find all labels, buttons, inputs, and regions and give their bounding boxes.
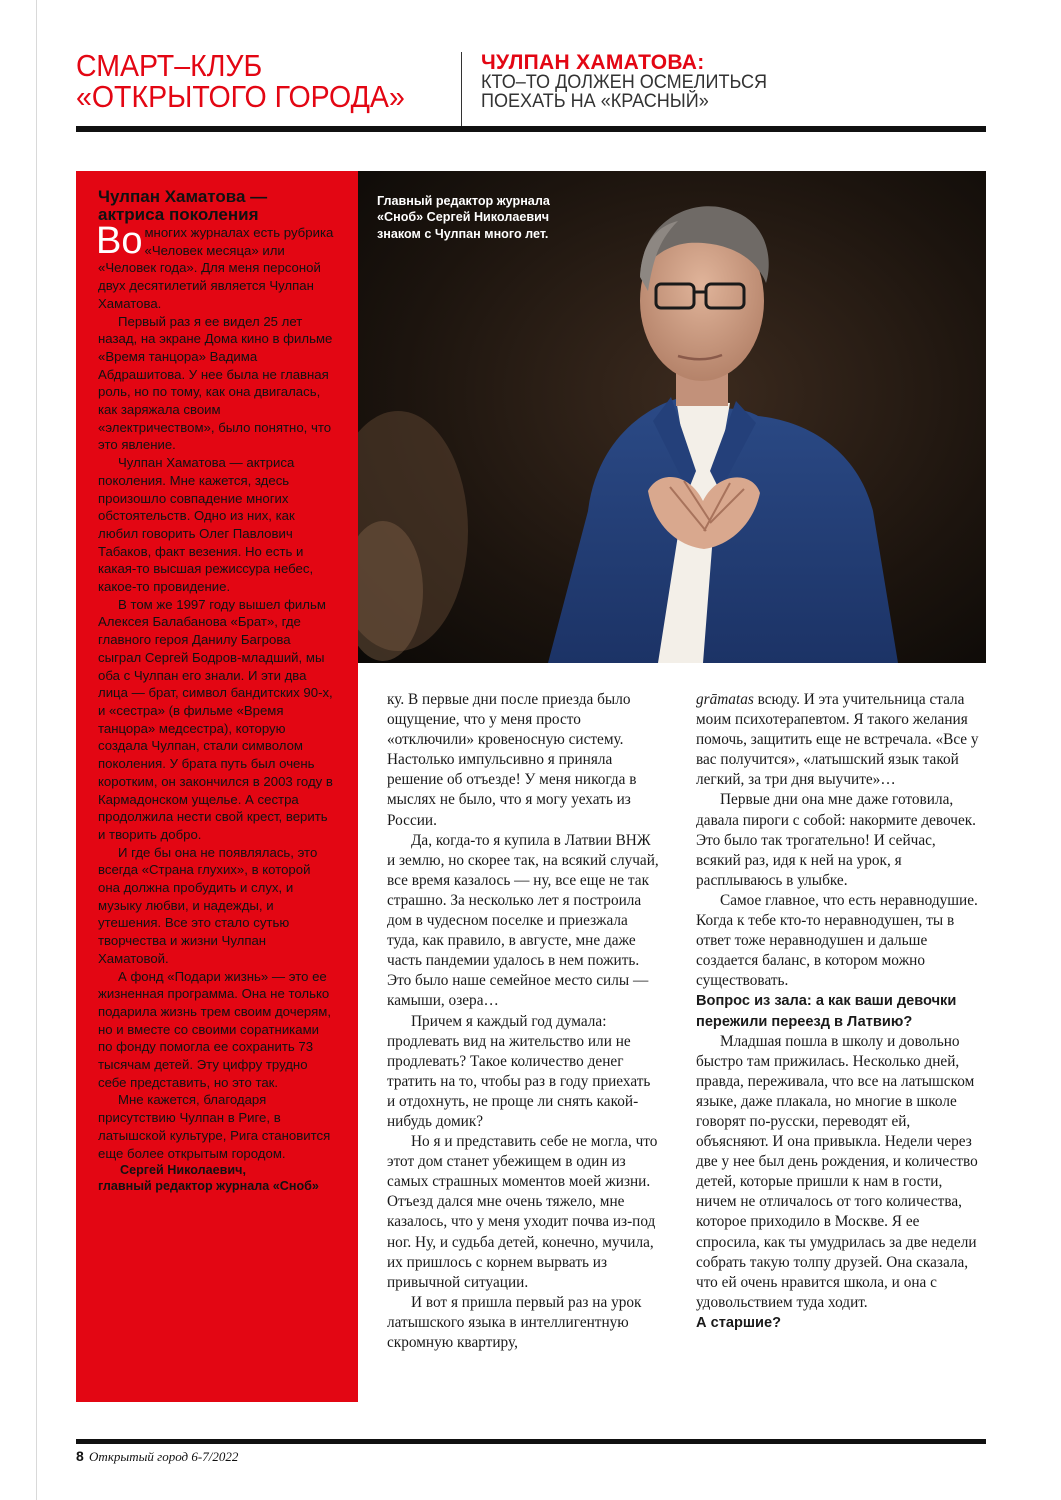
issue-number: 6-7/2022 xyxy=(191,1449,239,1464)
header-divider xyxy=(461,52,462,126)
sidebar-title-line-1: Чулпан Хаматова — xyxy=(98,187,268,206)
sidebar-text xyxy=(96,220,336,1162)
sidebar-paragraph: Мне кажется, благодаря присутствию Чулпан в Риге, в латышской культуре, Рига становится еще более открытым городом. xyxy=(98,1092,331,1161)
audience-question: Вопрос из зала: а как ваши девочки пережили переезд в Латвию? xyxy=(696,993,957,1030)
article-headline xyxy=(481,52,981,111)
article-paragraph: Но я и представить себе не могла, что этот дом станет убежищем в один из самых страшных моментов моей жизни. Отъезд дался мне очень тяжело, мне казалось, что у меня уходит почва из-под ног. Ну, и судьба детей, конечно, мучила, их пришлось с корнем вырвать из привычной ситуации. xyxy=(387,1133,658,1291)
article-paragraph: Самое главное, что есть неравнодушие. Когда к тебе кто-то неравнодушен, ты в ответ тоже неравнодушен и дальше создается баланс, в котором можно существовать. xyxy=(696,891,978,990)
sidebar-paragraph: И где бы она не появлялась, это всегда «Страна глухих», в которой она должна пробудить и слух, и музыку любви, и надежды, и утешения. Все это стало сутью творчества и жизни Чулпан Хаматовой. xyxy=(98,844,318,966)
article-paragraph: Младшая пошла в школу и довольно быстро там прижилась. Несколько дней, правда, переживала, что все на латышском языке, даже плакала, но многие в школе говорят по-русски, переводят ей, объясняют. И она привыкла. Недели через две у нее был день рождения, и количество детей, которые пришли к нам в гости, ничем не отличалось от того количества, которое приходило в Москве. Я ее спросила, как ты умудрилась за две недели собрать такую толпу друзей. Она сказала, что ей очень нравится школа, и она с удовольствием туда ходит. xyxy=(696,1032,978,1311)
portrait-illustration xyxy=(358,171,986,663)
signature-role: главный редактор журнала «Сноб» xyxy=(98,1178,319,1193)
magazine-name: Открытый город xyxy=(89,1449,189,1464)
headline-line-1: КТО–ТО ДОЛЖЕН ОСМЕЛИТЬСЯ xyxy=(481,72,768,93)
dropcap: Во xyxy=(96,220,143,262)
footer-rule xyxy=(76,1439,986,1444)
signature-name: Сергей Николаевич, xyxy=(120,1163,246,1178)
audience-question: А старшие? xyxy=(696,1314,782,1331)
article-column-1 xyxy=(387,690,659,1353)
photo-caption: Главный редактор журнала «Сноб» Сергей Николаевич знаком с Чулпан много лет. xyxy=(377,194,550,241)
article-paragraph: Причем я каждый год думала: продлевать вид на жительство или не продлевать? Такое количество денег тратить на то, чтобы раз в году приехать и отдохнуть, не проще ли снять какой-нибудь домик? xyxy=(387,1012,651,1130)
sidebar-paragraph: Чулпан Хаматова — актриса поколения. Мне кажется, здесь произошло совпадение многих обстоятельств. Одно из них, как любил говорить Олег Павлович Табаков, факт везения. Но есть и какая-то высшая режиссура небес, какое-то провидение. xyxy=(98,455,314,595)
latvian-word: grāmatas xyxy=(696,691,754,708)
portrait-photo xyxy=(358,171,986,663)
article-paragraph: grāmatas всюду. И эта учительница стала моим психотерапевтом. Я такого желания помочь, защитить еще не встречала. «Все у вас получится», «латышский язык такой легкий, за три дня выучите»… xyxy=(696,691,979,789)
club-title-line-1: СМАРТ–КЛУБ xyxy=(76,48,263,83)
article-paragraph: Первые дни она мне даже готовила, давала пироги с собой: накормите девочек. Это было так трогательно! И сейчас, всякий раз, идя к ней на урок, я расплываюсь в улыбке. xyxy=(696,791,977,889)
page-footer xyxy=(76,1448,238,1465)
article-column-2 xyxy=(696,690,982,1333)
sidebar-title-line-2: актриса поколения xyxy=(98,205,259,224)
sidebar-paragraph: В том же 1997 году вышел фильм Алексея Балабанова «Брат», где главного героя Данилу Багрова сыграл Сергей Бодров-младший, мы оба с Чулпан его знали. И эти два лица — брат, символ бандитских 90-х, и «сестра» (в фильме «Время танцора» медсестра), которую создала Чулпан, стали символом поколения. У брата путь был очень коротким, он закончился в 2003 году в Кармадонском ущелье. А сестра продолжила нести свой крест, верить и творить добро. xyxy=(98,596,333,842)
editor-sidebar xyxy=(76,171,358,1402)
sidebar-title xyxy=(98,188,336,224)
header-rule xyxy=(76,126,986,132)
club-title-line-2: «ОТКРЫТОГО ГОРОДА» xyxy=(76,79,405,114)
article-paragraph: И вот я пришла первый раз на урок латышского языка в интеллигентную скромную квартиру, xyxy=(387,1293,642,1351)
margin-rule xyxy=(36,0,37,1500)
guest-name: ЧУЛПАН ХАМАТОВА: xyxy=(481,51,705,74)
article-paragraph: Да, когда-то я купила в Латвии ВНЖ и землю, но скорее так, на всякий случай, все время казалось — ну, все еще не так страшно. За несколько лет я построила дом в чудесном поселке и приезжала туда, как правило, в августе, мне даже часть пандемии удалось в нем пожить. Это было наше семейное место силы — камыши, озера… xyxy=(387,831,659,1010)
sidebar-paragraph: Первый раз я ее видел 25 лет назад, на экране Дома кино в фильме «Время танцора» Вадима Абдрашитова. У нее была не главная роль, но по тому, как она двигалась, как заряжала своим «электричеством», было понятно, что это явление. xyxy=(98,313,333,453)
sidebar-signature xyxy=(98,1163,336,1194)
page-number: 8 xyxy=(76,1448,84,1464)
headline-line-2: ПОЕХАТЬ НА «КРАСНЫЙ» xyxy=(481,91,709,112)
section-title xyxy=(76,50,456,112)
article-paragraph: ку. В первые дни после приезда было ощущение, что у меня просто «отключили» кровеносную систему. Настолько импульсивно я приняла решение об отъезде! У меня никогда в мыслях не было, что я могу уехать из России. xyxy=(387,691,637,829)
sidebar-paragraph: Во многих журналах есть рубрика «Человек месяца» или «Человек года». Для меня персоной двух десятилетий является Чулпан Хаматова. xyxy=(96,220,334,311)
sidebar-paragraph: А фонд «Подари жизнь» — это ее жизненная программа. Она не только подарила жизнь трем своим дочерям, но и вместе со своими соратниками по фонду помогла ее сохранить 73 тысячам детей. Эту цифру трудно себе представить, но это так. xyxy=(98,968,331,1090)
